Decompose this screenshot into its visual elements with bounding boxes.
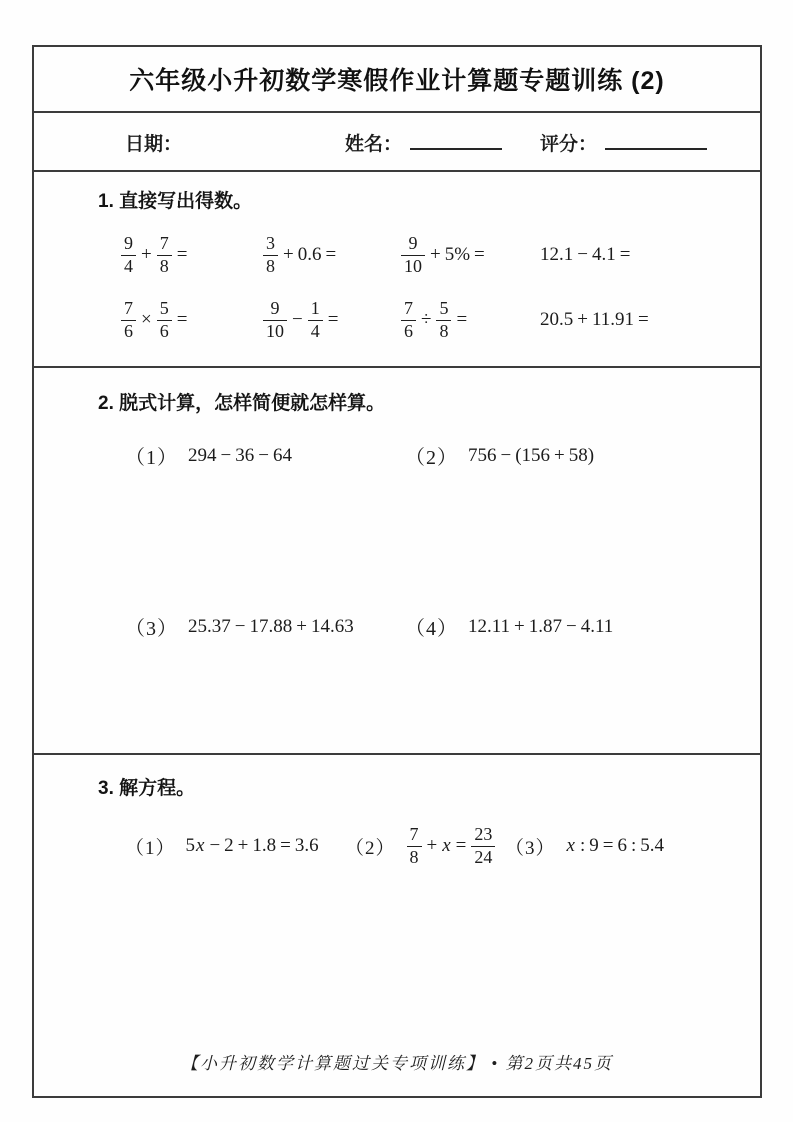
problem-2-2	[405, 441, 760, 470]
problem-expression: x : 9 = 6 : 5.4	[566, 835, 664, 856]
calc-problem: 12.1 − 4.1 =	[540, 244, 631, 265]
fraction: $\frac{7}{6}$	[401, 299, 416, 340]
problem-2-1	[125, 441, 405, 470]
date-field	[125, 129, 182, 156]
calc-row-2	[34, 294, 760, 346]
problem-number: （2）	[345, 837, 396, 859]
fraction: $\frac{7}{8}$	[157, 234, 172, 275]
date-label: 日期：	[125, 134, 183, 155]
fraction: $\frac{5}{6}$	[157, 299, 172, 340]
problem-number: （1）	[125, 447, 178, 469]
section-3-heading: 3. 解方程。	[98, 778, 196, 799]
problem-expression: $\frac{7}{8}$ + x = $\frac{23}{24}$	[406, 825, 497, 866]
problem-expression: 756 − (156 + 58)	[468, 444, 595, 466]
problem-3-2	[345, 825, 505, 866]
title-row	[34, 47, 760, 113]
score-label: 评分：	[540, 134, 598, 155]
fraction: $\frac{9}{10}$	[401, 234, 425, 275]
name-label: 姓名：	[345, 134, 403, 155]
calc-problem: $\frac{7}{6}$ ÷ $\frac{5}{8}$ =	[400, 299, 540, 340]
name-blank-line	[410, 129, 502, 150]
calc-problem: $\frac{3}{8}$ + 0.6 =	[262, 234, 400, 275]
calc-problem: $\frac{9}{10}$ − $\frac{1}{4}$ =	[262, 299, 400, 340]
section-1-direct-calculation	[34, 172, 760, 368]
problem-expression: 294 − 36 − 64	[188, 444, 292, 466]
calc-problem: $\frac{9}{4}$ + $\frac{7}{8}$ =	[120, 234, 262, 275]
problem-2-4	[405, 612, 760, 641]
problem-expression: 25.37 − 17.88 + 14.63	[188, 615, 354, 637]
fraction: $\frac{9}{4}$	[121, 234, 136, 275]
calc-problem: $\frac{7}{6}$ × $\frac{5}{6}$ =	[120, 299, 262, 340]
problem-number: （3）	[505, 837, 556, 859]
problem-expression: 5 x − 2 + 1.8 = 3.6	[185, 835, 319, 856]
worksheet-frame	[32, 45, 762, 1098]
section-3-solve-equations	[34, 755, 760, 1096]
problem-3-1	[125, 833, 345, 860]
fraction: $\frac{23}{24}$	[471, 825, 495, 866]
section-1-heading: 1. 直接写出得数。	[98, 191, 253, 212]
section-2-problems	[34, 441, 760, 641]
section-3-problems	[34, 814, 760, 878]
calc-row-1	[34, 229, 760, 281]
page-footer: 【小升初数学计算题过关专项训练】 • 第2页共45页	[181, 1054, 613, 1073]
page-title: 六年级小升初数学寒假作业计算题专题训练 (2)	[129, 67, 665, 95]
problem-number: （4）	[405, 618, 458, 640]
score-field	[540, 129, 707, 156]
problem-number: （1）	[125, 837, 176, 859]
problem-expression: 12.11 + 1.87 − 4.11	[468, 615, 614, 637]
fraction: $\frac{5}{8}$	[436, 299, 451, 340]
problem-number: （3）	[125, 618, 178, 640]
fraction: $\frac{1}{4}$	[308, 299, 323, 340]
section-2-heading: 2. 脱式计算，怎样简便就怎样算。	[98, 393, 386, 414]
calc-problem: $\frac{9}{10}$ + 5% =	[400, 234, 540, 275]
problem-2-3	[125, 612, 405, 641]
fraction: $\frac{3}{8}$	[263, 234, 278, 275]
calc-problem: 20.5 + 11.91 =	[540, 309, 649, 330]
fraction: $\frac{9}{10}$	[263, 299, 287, 340]
section-2-stepwise-calculation	[34, 368, 760, 755]
problem-number: （2）	[405, 447, 458, 469]
fraction: $\frac{7}{6}$	[121, 299, 136, 340]
problem-3-3	[505, 833, 760, 860]
info-row	[34, 113, 760, 172]
fraction: $\frac{7}{8}$	[407, 825, 422, 866]
score-blank-line	[605, 129, 707, 150]
name-field	[345, 129, 502, 156]
